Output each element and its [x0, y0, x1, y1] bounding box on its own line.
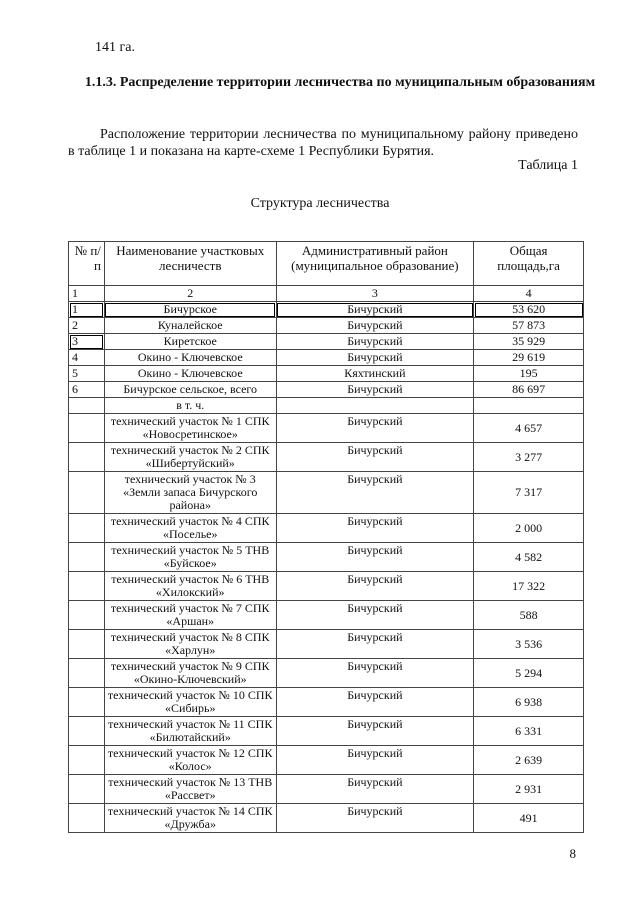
- row-area: 57 873: [474, 318, 584, 334]
- row-area: 491: [474, 804, 584, 833]
- technical-sections: [69, 414, 584, 833]
- row-area: 6 331: [474, 717, 584, 746]
- table-row: [69, 601, 584, 630]
- section-heading: 1.1.3. Распределение территории лесничества по муниципальным образованиям: [84, 75, 596, 90]
- row-district: Кяхтинский: [276, 366, 474, 382]
- row-district: Бичурский: [276, 746, 474, 775]
- row-name: Бичурское: [104, 302, 276, 318]
- table-row: [69, 746, 584, 775]
- table-label: Таблица 1: [518, 158, 578, 173]
- incl-row: [69, 398, 584, 414]
- row-number: 2: [69, 318, 105, 334]
- row-name: технический участок № 9 СПК «Окино-Ключевский»: [104, 659, 276, 688]
- row-district: Бичурский: [276, 472, 474, 514]
- row-area: 2 000: [474, 514, 584, 543]
- row-area: 53 620: [474, 302, 584, 318]
- row-name: технический участок № 5 ТНВ «Буйское»: [104, 543, 276, 572]
- row-number: [69, 746, 105, 775]
- row-name: Куналейское: [104, 318, 276, 334]
- row-area: 195: [474, 366, 584, 382]
- row-number: 1: [69, 302, 105, 318]
- row-name: технический участок № 3 «Земли запаса Бичурского района»: [104, 472, 276, 514]
- table-row: [69, 443, 584, 472]
- table-row: [69, 775, 584, 804]
- table-row: [69, 514, 584, 543]
- row-area: 4 657: [474, 414, 584, 443]
- row-district: Бичурский: [276, 350, 474, 366]
- row-area: 3 277: [474, 443, 584, 472]
- row-name: технический участок № 13 ТНВ «Рассвет»: [104, 775, 276, 804]
- table-title: Структура лесничества: [250, 196, 390, 211]
- incl-empty: [69, 398, 105, 414]
- row-name: технический участок № 7 СПК «Аршан»: [104, 601, 276, 630]
- row-name: технический участок № 14 СПК «Дружба»: [104, 804, 276, 833]
- table-row: [69, 804, 584, 833]
- row-area: 86 697: [474, 382, 584, 398]
- column-number-row: [69, 286, 584, 302]
- row-district: Бичурский: [276, 572, 474, 601]
- row-district: Бичурский: [276, 302, 474, 318]
- row-district: Бичурский: [276, 382, 474, 398]
- row-name: технический участок № 12 СПК «Колос»: [104, 746, 276, 775]
- row-number: [69, 601, 105, 630]
- row-name: технический участок № 10 СПК «Сибирь»: [104, 688, 276, 717]
- table-row: [69, 717, 584, 746]
- top-line: 141 га.: [95, 40, 135, 55]
- row-number: [69, 414, 105, 443]
- table-row: [69, 318, 584, 334]
- row-number: [69, 514, 105, 543]
- row-area: 17 322: [474, 572, 584, 601]
- row-name: Бичурское сельское, всего: [104, 382, 276, 398]
- intro-paragraph: Расположение территории лесничества по муниципальному району приведено в таблице 1 и показана на карте-схеме 1 Республики Бурятия.: [68, 127, 578, 159]
- table-row: [69, 472, 584, 514]
- incl-empty: [474, 398, 584, 414]
- row-name: Киретское: [104, 334, 276, 350]
- table-row: [69, 366, 584, 382]
- colnum-4: 4: [474, 286, 584, 302]
- row-district: Бичурский: [276, 443, 474, 472]
- row-number: 3: [69, 334, 105, 350]
- table-row: [69, 572, 584, 601]
- row-number: [69, 630, 105, 659]
- row-name: технический участок № 1 СПК «Новосретинское»: [104, 414, 276, 443]
- row-name: технический участок № 4 СПК «Поселье»: [104, 514, 276, 543]
- row-name: технический участок № 8 СПК «Харлун»: [104, 630, 276, 659]
- table-header-row: [69, 242, 584, 286]
- table-row: [69, 382, 584, 398]
- table-row: [69, 543, 584, 572]
- page-number: 8: [569, 846, 576, 861]
- row-district: Бичурский: [276, 414, 474, 443]
- header-number: № п/п: [69, 242, 105, 286]
- table-row: [69, 688, 584, 717]
- row-district: Бичурский: [276, 775, 474, 804]
- row-number: 5: [69, 366, 105, 382]
- row-name: Окино - Ключевское: [104, 366, 276, 382]
- incl-label: в т. ч.: [104, 398, 276, 414]
- row-area: 3 536: [474, 630, 584, 659]
- header-name: Наименование участковых лесничеств: [104, 242, 276, 286]
- header-area: Общая площадь,га: [474, 242, 584, 286]
- row-district: Бичурский: [276, 717, 474, 746]
- table-row: [69, 659, 584, 688]
- row-number: 4: [69, 350, 105, 366]
- row-number: [69, 688, 105, 717]
- row-number: 6: [69, 382, 105, 398]
- row-number: [69, 572, 105, 601]
- row-name: Окино - Ключевское: [104, 350, 276, 366]
- row-district: Бичурский: [276, 514, 474, 543]
- table-row: [69, 334, 584, 350]
- row-name: технический участок № 11 СПК «Билютайский»: [104, 717, 276, 746]
- row-number: [69, 717, 105, 746]
- row-district: Бичурский: [276, 630, 474, 659]
- row-area: 5 294: [474, 659, 584, 688]
- row-district: Бичурский: [276, 688, 474, 717]
- row-area: 29 619: [474, 350, 584, 366]
- row-area: 4 582: [474, 543, 584, 572]
- table-row: [69, 630, 584, 659]
- colnum-3: 3: [276, 286, 474, 302]
- row-number: [69, 804, 105, 833]
- colnum-2: 2: [104, 286, 276, 302]
- row-district: Бичурский: [276, 334, 474, 350]
- row-district: Бичурский: [276, 804, 474, 833]
- row-area: 7 317: [474, 472, 584, 514]
- colnum-1: 1: [69, 286, 105, 302]
- table-row: [69, 414, 584, 443]
- row-area: 6 938: [474, 688, 584, 717]
- row-district: Бичурский: [276, 659, 474, 688]
- row-area: 2 931: [474, 775, 584, 804]
- table-row: [69, 350, 584, 366]
- row-number: [69, 543, 105, 572]
- incl-empty: [276, 398, 474, 414]
- header-district: Административный район (муниципальное образование): [276, 242, 474, 286]
- row-district: Бичурский: [276, 543, 474, 572]
- row-number: [69, 659, 105, 688]
- row-name: технический участок № 6 ТНВ «Хилокский»: [104, 572, 276, 601]
- row-area: 588: [474, 601, 584, 630]
- row-area: 35 929: [474, 334, 584, 350]
- row-number: [69, 775, 105, 804]
- row-area: 2 639: [474, 746, 584, 775]
- forestry-structure-table: [68, 241, 584, 833]
- table-row: [69, 302, 584, 318]
- row-number: [69, 472, 105, 514]
- row-district: Бичурский: [276, 318, 474, 334]
- row-name: технический участок № 2 СПК «Шибертуйский»: [104, 443, 276, 472]
- row-number: [69, 443, 105, 472]
- row-district: Бичурский: [276, 601, 474, 630]
